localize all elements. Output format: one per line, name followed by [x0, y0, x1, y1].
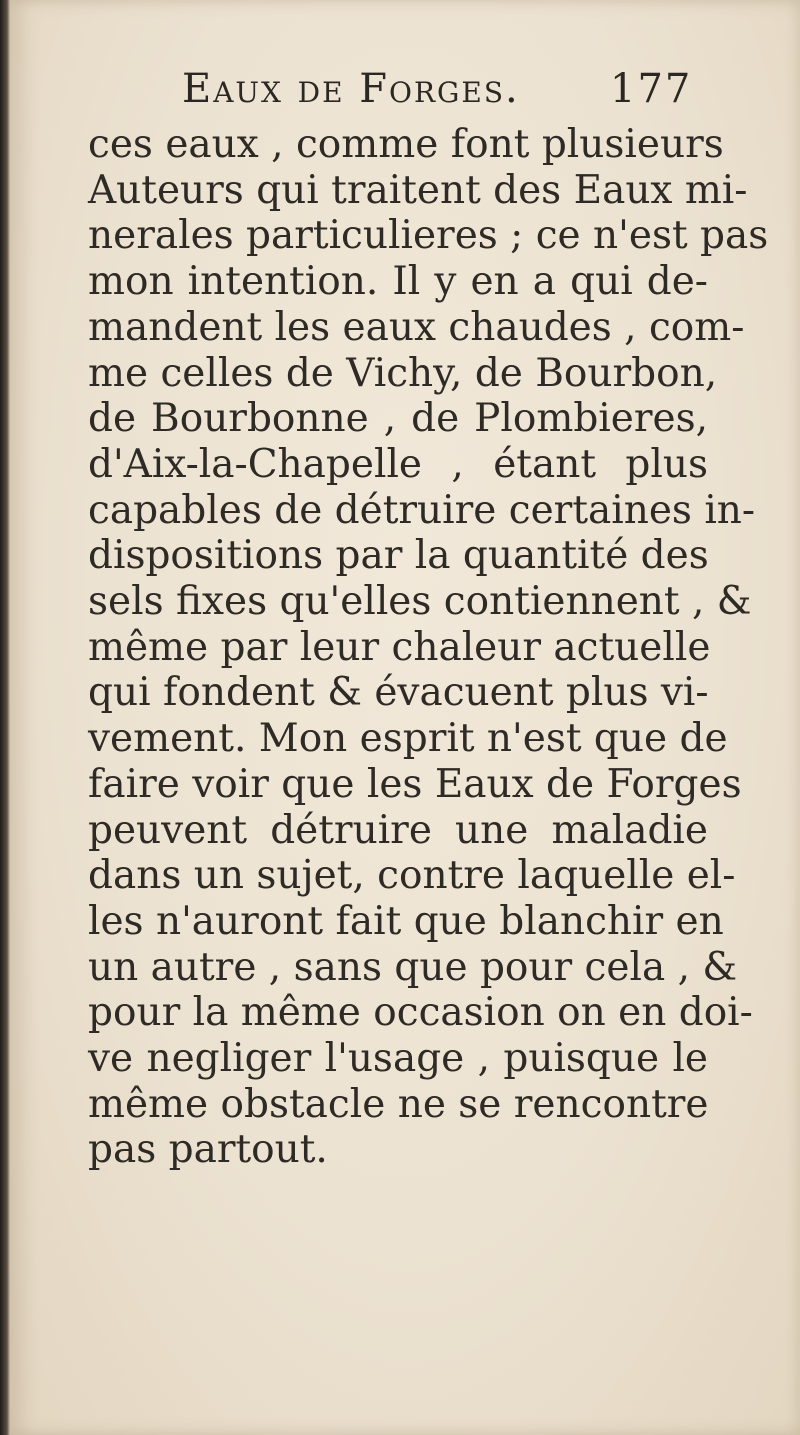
- text-line: faire voir que les Eaux de Forges: [88, 761, 742, 807]
- text-line: qui fondent & évacuent plus vi-: [88, 670, 709, 716]
- text-line: dans un sujet, contre laquelle el-: [88, 853, 736, 899]
- text-line: Auteurs qui traitent des Eaux mi-: [88, 167, 748, 213]
- text-line: un autre , sans que pour cela , &: [88, 944, 738, 990]
- text-line: les n'auront fait que blanchir en: [88, 898, 724, 944]
- running-head: Eaux de Forges.: [182, 66, 520, 112]
- text-line: sels fixes qu'elles contiennent , &: [88, 579, 752, 625]
- text-line: dispositions par la quantité des: [88, 533, 709, 579]
- page-number: 177: [610, 66, 693, 112]
- text-line: même par leur chaleur actuelle: [88, 624, 711, 670]
- text-line: mon intention. Il y en a qui de-: [88, 259, 708, 305]
- text-line: pour la même occasion on en doi-: [88, 990, 753, 1036]
- text-line: ces eaux , comme font plusieurs: [88, 122, 724, 167]
- book-page: [10, 0, 800, 1435]
- binding-edge: [0, 0, 10, 1435]
- text-line: d'Aix-la-Chapelle , étant plus: [88, 441, 708, 487]
- page-header: [182, 66, 702, 126]
- text-line: de Bourbonne , de Plombieres,: [88, 396, 708, 442]
- text-line: capables de détruire certaines in-: [88, 487, 756, 533]
- text-line: vement. Mon esprit n'est que de: [88, 716, 728, 762]
- show-through-texture: [100, 1190, 720, 1310]
- text-line: peuvent détruire une maladie: [88, 807, 708, 853]
- text-line-last: pas partout.: [88, 1127, 328, 1173]
- body-text: [88, 122, 769, 1173]
- text-line: ve negliger l'usage , puisque le: [88, 1036, 708, 1082]
- text-line: me celles de Vichy, de Bourbon,: [88, 350, 718, 396]
- text-line: mandent les eaux chaudes , com-: [88, 304, 745, 350]
- text-line: nerales particulieres ; ce n'est pas: [88, 213, 769, 259]
- text-line: même obstacle ne se rencontre: [88, 1081, 709, 1127]
